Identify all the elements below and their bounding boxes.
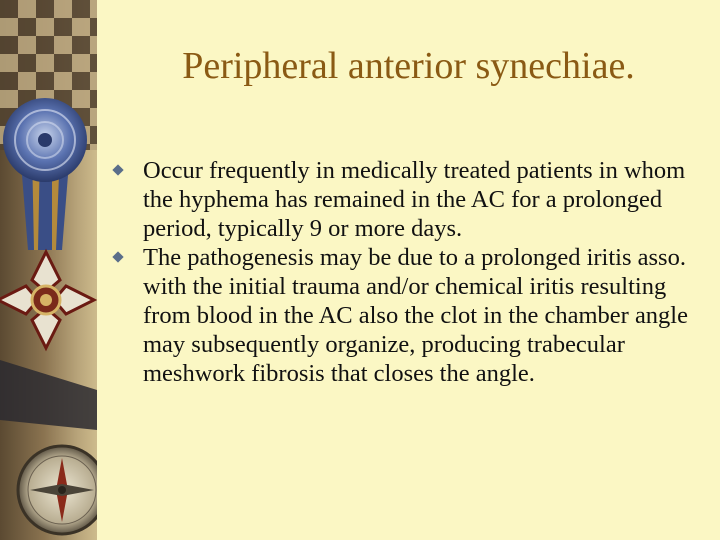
bullet-list xyxy=(114,156,704,388)
bullet-text: The pathogenesis may be due to a prolonged iritis asso. with the initial trauma and/or chemical iritis resulting from blood in the AC also the clot in the chamber angle may subsequently organize, producing trabecular meshwork fibrosis that closes the angle. xyxy=(143,244,688,387)
compass-icon xyxy=(18,446,97,534)
bullet-item xyxy=(114,156,704,243)
blue-rosette-ribbon xyxy=(3,98,87,182)
decorative-side-image xyxy=(0,0,97,540)
slide-title: Peripheral anterior synechiae. xyxy=(182,45,635,87)
bullet-item xyxy=(114,243,704,388)
maltese-cross-medal xyxy=(0,252,94,348)
decorative-artwork xyxy=(0,0,97,540)
diamond-bullet-icon xyxy=(112,164,123,175)
strap xyxy=(0,360,97,430)
bullet-text: Occur frequently in medically treated patients in whom the hyphema has remained in the AC for a prolonged period, typically 9 or more days. xyxy=(143,157,686,242)
diamond-bullet-icon xyxy=(112,251,123,262)
